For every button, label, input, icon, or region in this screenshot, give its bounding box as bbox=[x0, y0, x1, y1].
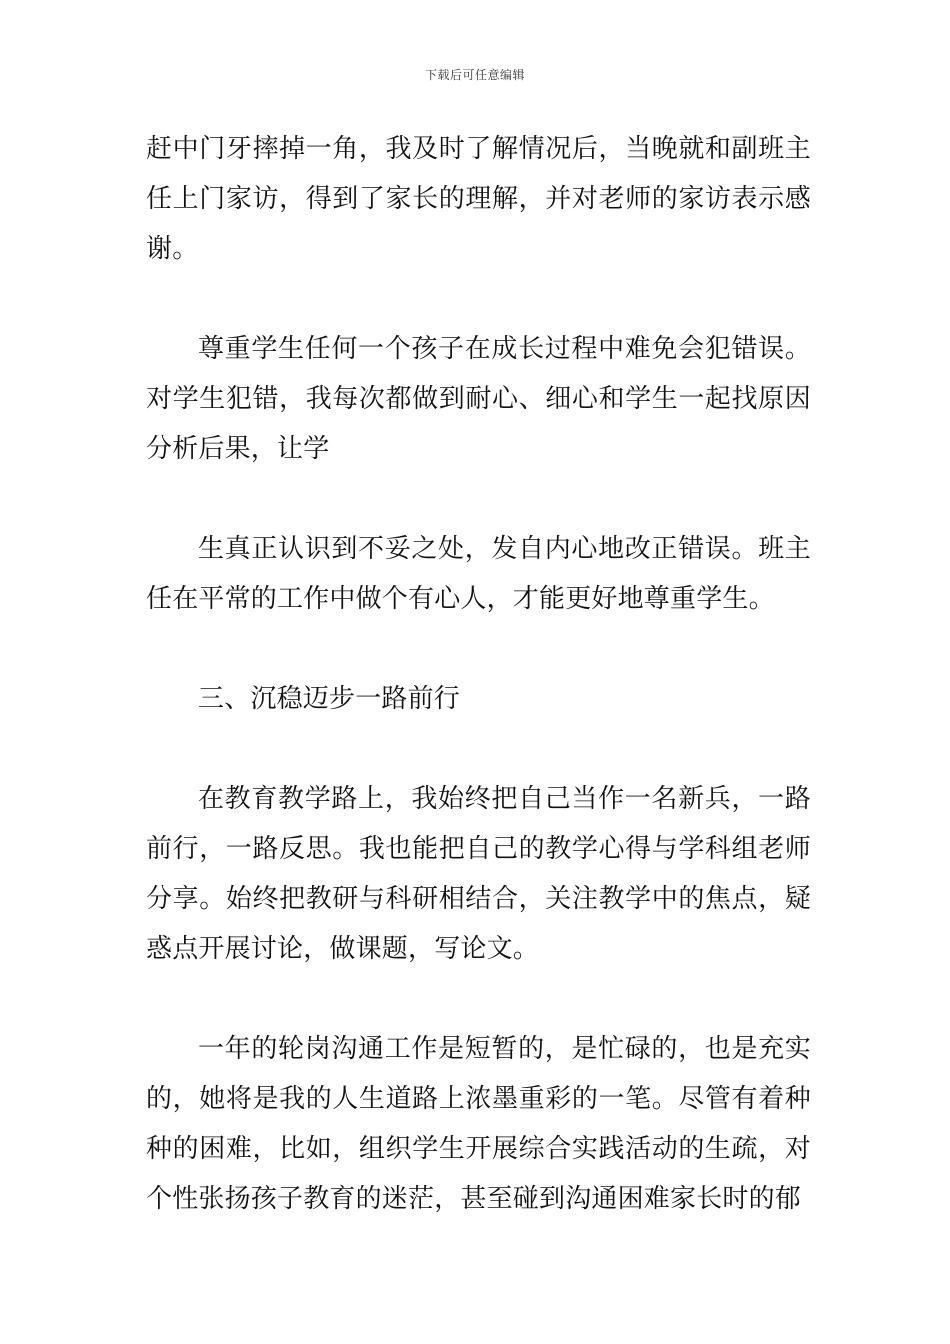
section-heading: 三、沉稳迈步一路前行 bbox=[198, 684, 461, 714]
paragraph-year-reflection: 一年的轮岗沟通工作是短暂的，是忙碌的，也是充实的，她将是我的人生道路上浓墨重彩的一笔。尽管有着种种的困难，比如，组织学生开展综合实践活动的生疏，对个性张扬孩子教育的迷茫，甚至碰到沟通困难家长时的郁 bbox=[146, 1034, 811, 1214]
paragraph-spacer bbox=[146, 624, 811, 674]
paragraph-home-visit: 赶中门牙摔掉一角，我及时了解情况后，当晚就和副班主任上门家访，得到了家长的理解，并对老师的家访表示感谢。 bbox=[146, 134, 811, 264]
paragraph-spacer bbox=[146, 724, 811, 774]
paragraph-spacer bbox=[146, 274, 811, 324]
paragraph-spacer bbox=[146, 474, 811, 524]
paragraph-spacer bbox=[146, 974, 811, 1024]
paragraph-teaching-research: 在教育教学路上，我始终把自己当作一名新兵，一路前行，一路反思。我也能把自己的教学心得与学科组老师分享。始终把教研与科研相结合，关注教学中的焦点，疑惑点开展讨论，做课题，写论文。 bbox=[146, 784, 811, 964]
paragraph-correct-mistakes: 生真正认识到不妥之处，发自内心地改正错误。班主任在平常的工作中做个有心人，才能更好地尊重学生。 bbox=[146, 534, 811, 614]
page-header-note: 下载后可任意编辑 bbox=[424, 68, 525, 82]
paragraph-respect-students: 尊重学生任何一个孩子在成长过程中难免会犯错误。对学生犯错，我每次都做到耐心、细心和学生一起找原因分析后果，让学 bbox=[146, 334, 811, 464]
document-body bbox=[146, 124, 811, 1224]
